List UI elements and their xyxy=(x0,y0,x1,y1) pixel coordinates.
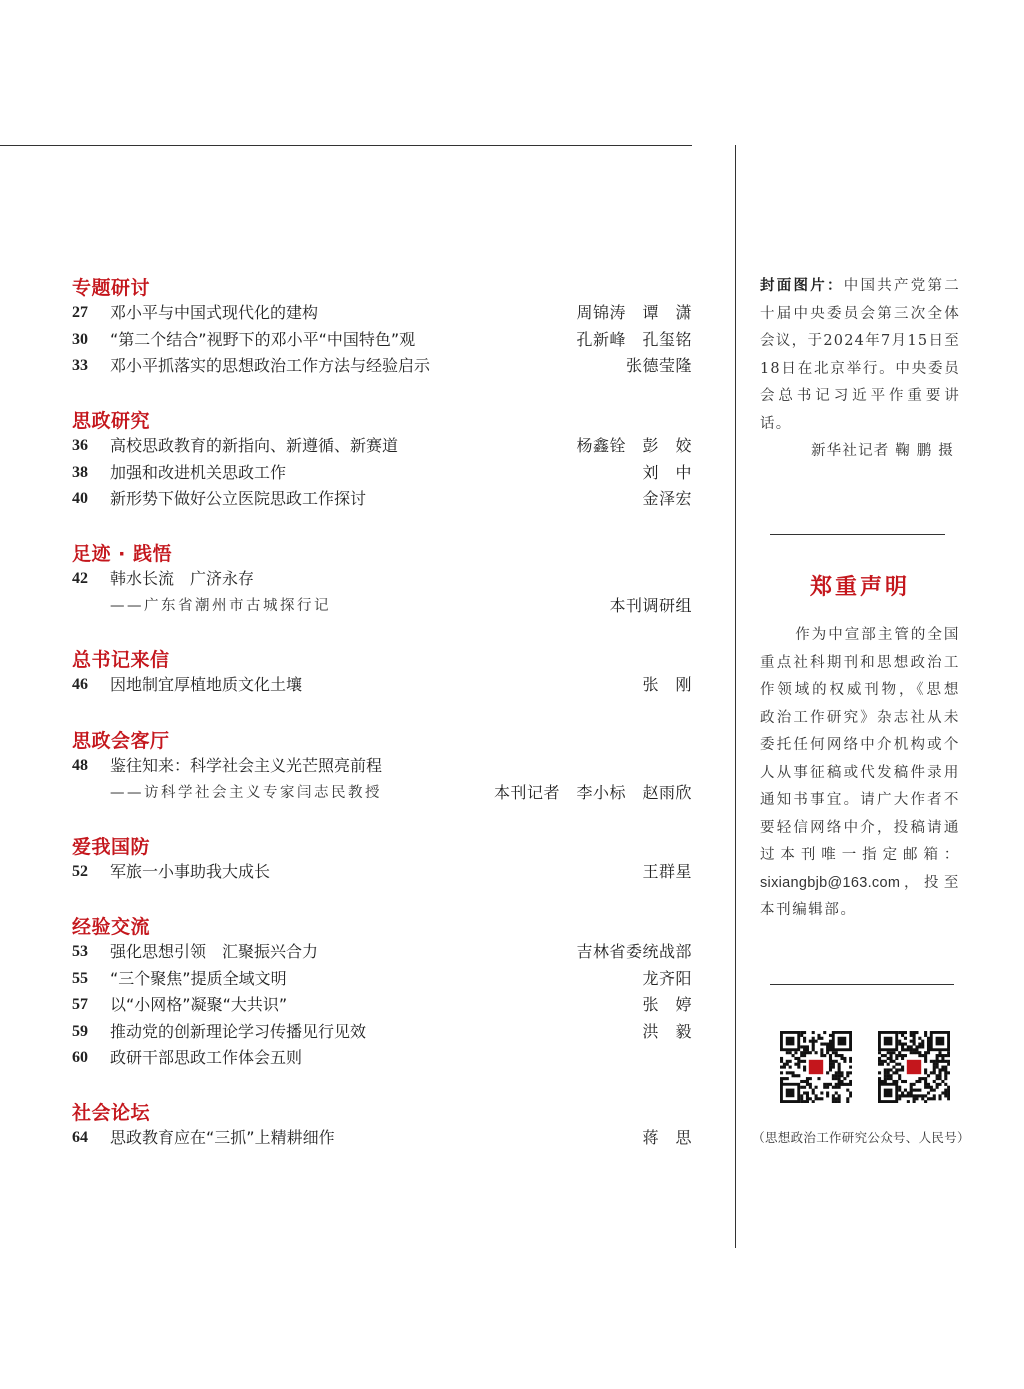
toc-section xyxy=(72,915,692,1072)
entry-author: 洪 毅 xyxy=(642,1021,692,1041)
toc-entry[interactable] xyxy=(72,753,692,780)
cover-caption-text: 中国共产党第二十届中央委员会第三次全体会议，于2024年7月15日至18日在北京举行。中央委员会总书记习近平作重要讲话。 xyxy=(760,278,961,432)
toc-entry[interactable] xyxy=(72,460,692,487)
toc-entry[interactable] xyxy=(72,992,692,1019)
entry-title: 韩水长流 广济永存 xyxy=(110,569,255,588)
declaration-text xyxy=(760,622,960,925)
entry-title: 政研干部思政工作体会五则 xyxy=(110,1048,303,1067)
page-number: 42 xyxy=(72,570,88,587)
toc-entry[interactable] xyxy=(72,353,692,380)
page-number: 64 xyxy=(72,1129,88,1146)
entry-title: “三个聚焦”提质全域文明 xyxy=(110,968,287,988)
toc-entry[interactable] xyxy=(72,939,692,966)
toc-entry[interactable] xyxy=(72,566,692,593)
qr-code-icon[interactable] xyxy=(878,1031,950,1103)
page-number: 36 xyxy=(72,437,88,454)
toc-entry[interactable] xyxy=(72,1125,692,1152)
section-title: 爱我国防 xyxy=(72,836,151,858)
declaration-body: 作为中宣部主管的全国重点社科期刊和思想政治工作领域的权威刊物，《思想政治工作研究》杂志社从未委托任何网络中介机构或个人从事征稿或代发稿件录用通知书事宜。请广大作者不要轻信网络中介，投稿请通过本刊唯一指定邮箱： xyxy=(760,627,960,863)
entry-title: 邓小平抓落实的思想政治工作方法与经验启示 xyxy=(110,356,431,375)
column-divider xyxy=(735,145,736,1248)
entry-author: 张 刚 xyxy=(642,675,692,694)
toc-subtitle-row[interactable] xyxy=(72,593,692,620)
photo-credit: 新华社记者 鞠 鹏 摄 xyxy=(810,443,954,459)
toc-section xyxy=(72,1101,692,1152)
section-title: 思政会客厅 xyxy=(72,730,170,752)
entry-author: 孔新峰 孔玺铭 xyxy=(576,329,692,349)
page-number: 30 xyxy=(72,330,88,348)
qr-code-icon[interactable] xyxy=(780,1031,852,1103)
entry-title: 军旅一小事助我大成长 xyxy=(110,862,271,881)
entry-author: 周锦涛 谭 潇 xyxy=(576,303,692,322)
entry-author: 蒋 思 xyxy=(642,1128,692,1147)
page-number: 59 xyxy=(72,1022,88,1040)
divider-rule xyxy=(770,534,945,535)
entry-author: 杨鑫铨 彭 姣 xyxy=(576,436,692,455)
entry-author: 吉林省委统战部 xyxy=(576,942,692,961)
entry-author: 龙齐阳 xyxy=(642,968,692,988)
toc-section xyxy=(72,729,692,806)
entry-author: 刘 中 xyxy=(642,462,692,482)
toc-entry[interactable] xyxy=(72,859,692,886)
entry-title: 推动党的创新理论学习传播见行见效 xyxy=(110,1021,367,1041)
toc-entry[interactable] xyxy=(72,1019,692,1046)
page-number: 53 xyxy=(72,943,88,960)
entry-author: 本刊记者 李小标 赵雨欣 xyxy=(493,782,692,802)
entry-title: 鉴往知来：科学社会主义光芒照亮前程 xyxy=(110,756,383,775)
page-number: 40 xyxy=(72,490,88,507)
entry-subtitle: ——访科学社会主义专家闫志民教授 xyxy=(110,784,382,801)
toc-section xyxy=(72,409,692,513)
entry-author: 本刊调研组 xyxy=(609,595,692,615)
entry-title: 高校思政教育的新指向、新遵循、新赛道 xyxy=(110,436,399,455)
page-number: 38 xyxy=(72,463,88,481)
section-title: 社会论坛 xyxy=(72,1102,151,1124)
entry-author: 张 婷 xyxy=(642,995,692,1014)
toc-entry[interactable] xyxy=(72,966,692,993)
entry-title: 邓小平与中国式现代化的建构 xyxy=(110,303,319,322)
page-number: 57 xyxy=(72,996,88,1013)
qr-caption: （思想政治工作研究公众号、人民号） xyxy=(752,1130,970,1145)
declaration-tail: ，投至本刊编辑部。 xyxy=(760,874,960,918)
top-rule xyxy=(0,145,692,146)
entry-subtitle: ——广东省潮州市古城探行记 xyxy=(110,597,331,614)
toc-section xyxy=(72,648,692,699)
entry-title: 强化思想引领 汇聚振兴合力 xyxy=(110,942,319,961)
entry-title: 以“小网格”凝聚“大共识” xyxy=(110,995,288,1014)
cover-caption-label: 封面图片： xyxy=(760,277,844,294)
toc-section xyxy=(72,835,692,886)
declaration-title: 郑重声明 xyxy=(809,574,910,600)
toc-entry[interactable] xyxy=(72,433,692,460)
divider-rule xyxy=(770,984,954,985)
toc-entry[interactable] xyxy=(72,672,692,699)
cover-caption xyxy=(760,272,960,466)
entry-title: 因地制宜厚植地质文化土壤 xyxy=(110,675,303,694)
entry-title: 思政教育应在“三抓”上精耕细作 xyxy=(110,1128,335,1147)
entry-title: 加强和改进机关思政工作 xyxy=(110,462,287,482)
page-number: 27 xyxy=(72,304,88,321)
section-title: 经验交流 xyxy=(72,916,151,938)
toc-entry[interactable] xyxy=(72,1045,692,1072)
entry-title: 新形势下做好公立医院思政工作探讨 xyxy=(110,489,367,508)
entry-author: 王群星 xyxy=(642,862,692,881)
toc-subtitle-row[interactable] xyxy=(72,780,692,807)
page-number: 48 xyxy=(72,757,88,774)
section-title: 足迹 · 践悟 xyxy=(72,543,172,565)
entry-author: 张德莹隆 xyxy=(625,356,692,375)
toc-entry[interactable] xyxy=(72,327,692,354)
page-number: 46 xyxy=(72,676,88,693)
declaration-email: sixiangbjb@163.com xyxy=(760,874,901,891)
page-number: 33 xyxy=(72,357,88,374)
toc-entry[interactable] xyxy=(72,300,692,327)
toc-entry[interactable] xyxy=(72,486,692,513)
page-number: 60 xyxy=(72,1049,88,1066)
entry-author: 金泽宏 xyxy=(642,489,692,508)
section-title: 专题研讨 xyxy=(72,277,151,299)
section-title: 总书记来信 xyxy=(72,649,170,671)
section-title: 思政研究 xyxy=(72,410,151,432)
page-number: 52 xyxy=(72,863,88,880)
toc-section xyxy=(72,542,692,619)
page-number: 55 xyxy=(72,969,88,987)
toc-section xyxy=(72,276,692,380)
entry-title: “第二个结合”视野下的邓小平“中国特色”观 xyxy=(110,329,416,349)
